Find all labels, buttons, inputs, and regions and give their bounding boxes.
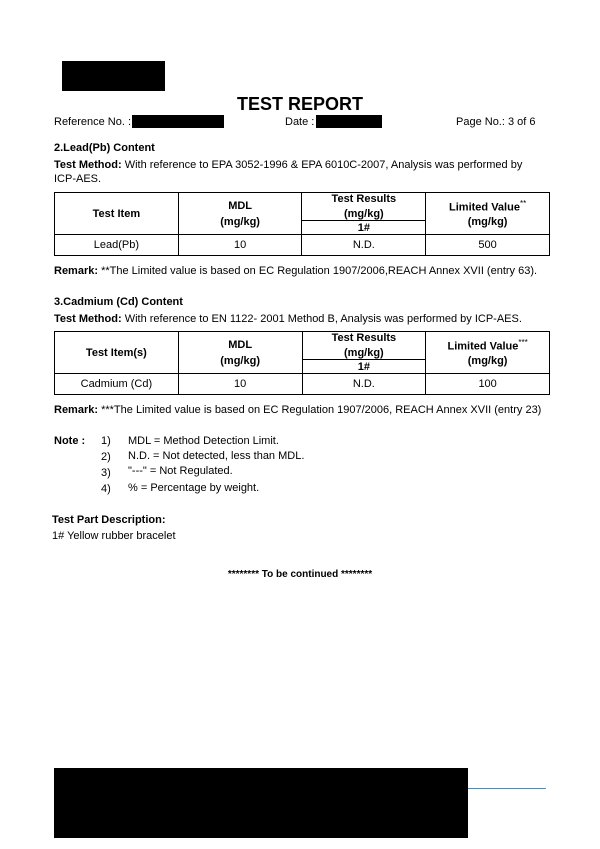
note-2-number: 2) xyxy=(101,451,111,463)
lead-col-results-label: Test Results xyxy=(331,193,397,205)
redacted-reference-number xyxy=(132,115,224,128)
cadmium-col-mdl-unit: (mg/kg) xyxy=(220,354,260,367)
note-4-number: 4) xyxy=(101,483,111,495)
note-3-number: 3) xyxy=(101,467,111,479)
cadmium-row-mdl: 10 xyxy=(178,374,302,395)
cadmium-remark-text: ***The Limited value is based on EC Regulation 1907/2006, REACH Annex XVII (entry 23) xyxy=(101,404,542,416)
lead-col-limited-label: Limited Value xyxy=(449,201,520,214)
cadmium-col-results-label: Test Results xyxy=(331,332,397,344)
lead-row-item: Lead(Pb) xyxy=(55,235,179,256)
lead-remark-text: **The Limited value is based on EC Regulation 1907/2006,REACH Annex XVII (entry 63). xyxy=(101,265,538,277)
lead-test-method-text-line1: With reference to EPA 3052-1996 & EPA 6010C-2007, Analysis was performed by xyxy=(124,159,523,171)
cadmium-col-limited-unit: (mg/kg) xyxy=(467,355,508,368)
note-4-text: % = Percentage by weight. xyxy=(128,482,260,494)
lead-row-result: N.D. xyxy=(302,235,426,256)
note-label: Note : xyxy=(54,435,86,447)
lead-col-limited-mark: ** xyxy=(519,198,527,208)
cadmium-col-test-items: Test Item(s) xyxy=(55,332,179,374)
note-1-text: MDL = Method Detection Limit. xyxy=(128,435,279,447)
lead-test-method-label: Test Method: xyxy=(54,159,122,171)
cadmium-test-method-text: With reference to EN 1122- 2001 Method B, Analysis was performed by ICP-AES. xyxy=(124,313,522,325)
cadmium-results-table xyxy=(54,331,550,395)
lead-test-method-text-line2: ICP-AES. xyxy=(54,173,102,185)
cadmium-remark-label: Remark: xyxy=(54,404,99,416)
note-2-text: N.D. = Not detected, less than MDL. xyxy=(128,450,305,462)
part-description-text: 1# Yellow rubber bracelet xyxy=(52,530,176,542)
note-3-text: "---" = Not Regulated. xyxy=(128,465,233,477)
cadmium-col-results-unit: (mg/kg) xyxy=(344,347,384,359)
cadmium-col-limited-label: Limited Value xyxy=(447,340,519,353)
cadmium-col-limited-value xyxy=(426,332,550,374)
page-number: Page No.: 3 of 6 xyxy=(456,116,536,128)
redacted-logo xyxy=(62,61,165,91)
lead-col-mdl-label: MDL xyxy=(228,199,253,212)
lead-results-table xyxy=(54,192,550,256)
footer-divider xyxy=(468,788,546,789)
cadmium-col-mdl xyxy=(178,332,302,374)
lead-col-test-results xyxy=(302,193,426,221)
part-description-heading: Test Part Description: xyxy=(52,514,166,526)
lead-col-limited-value xyxy=(426,193,550,235)
lead-col-limited-unit: (mg/kg) xyxy=(467,216,508,229)
note-1-number: 1) xyxy=(101,435,111,447)
page-title: TEST REPORT xyxy=(236,94,363,114)
reference-label: Reference No. : xyxy=(54,116,132,128)
lead-row-mdl: 10 xyxy=(178,235,302,256)
to-be-continued: ******** To be continued ******** xyxy=(227,569,373,580)
lead-col-test-item: Test Item xyxy=(55,193,179,235)
cadmium-test-method xyxy=(54,312,574,326)
cadmium-row-limit: 100 xyxy=(426,374,550,395)
cadmium-section-heading: 3.Cadmium (Cd) Content xyxy=(54,296,183,308)
cadmium-col-limited-mark: *** xyxy=(518,337,528,347)
lead-row-limit: 500 xyxy=(426,235,550,256)
date-label: Date : xyxy=(285,116,315,128)
lead-col-sample-1: 1# xyxy=(302,221,426,235)
cadmium-col-sample-1: 1# xyxy=(302,360,426,374)
cadmium-row-result: N.D. xyxy=(302,374,426,395)
lead-col-mdl-unit: (mg/kg) xyxy=(220,215,260,228)
cadmium-row-item: Cadmium (Cd) xyxy=(55,374,179,395)
lead-col-mdl xyxy=(178,193,302,235)
lead-col-results-unit: (mg/kg) xyxy=(343,208,384,220)
cadmium-test-method-label: Test Method: xyxy=(54,313,122,325)
cadmium-remark xyxy=(54,403,594,417)
redacted-footer xyxy=(54,768,468,838)
redacted-date xyxy=(316,115,382,128)
lead-remark-label: Remark: xyxy=(54,265,99,277)
lead-section-heading: 2.Lead(Pb) Content xyxy=(54,142,155,154)
lead-remark xyxy=(54,264,574,278)
cadmium-col-test-results xyxy=(302,332,426,360)
lead-test-method xyxy=(54,158,554,186)
cadmium-col-mdl-label: MDL xyxy=(228,338,253,351)
